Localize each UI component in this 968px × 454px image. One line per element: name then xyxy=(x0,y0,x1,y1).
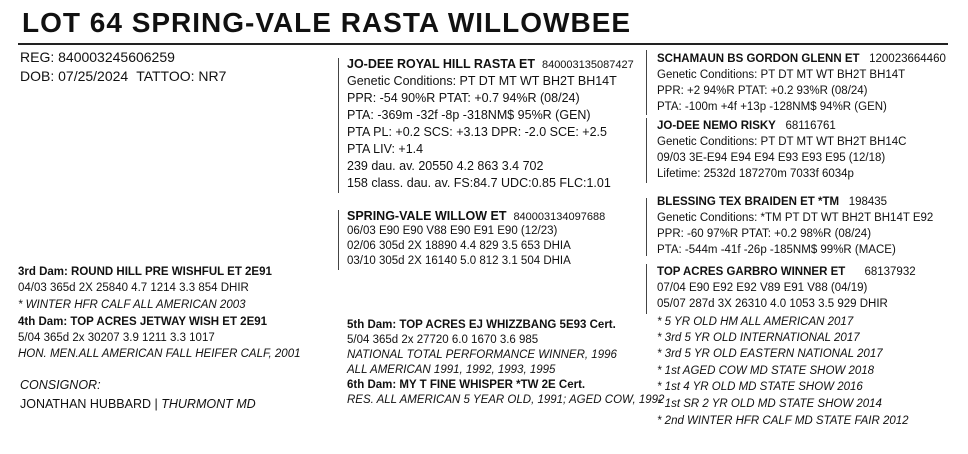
header-divider xyxy=(18,43,948,45)
sire-header xyxy=(347,56,634,74)
dam-dam-honor-6: * 1st SR 2 YR OLD MD STATE SHOW 2014 xyxy=(657,398,882,410)
dam-dam-name: TOP ACRES GARBRO WINNER ET xyxy=(657,266,846,278)
fifth-dam-record: 5/04 365d 2x 27720 6.0 1670 3.6 985 xyxy=(347,334,539,346)
sire-name: JO-DEE ROYAL HILL RASTA ET xyxy=(347,57,535,71)
reg-number: REG: 840003245606259 xyxy=(20,49,175,65)
dam-dam-honor-5: * 1st 4 YR OLD MD STATE SHOW 2016 xyxy=(657,381,863,393)
consignor-info xyxy=(20,396,256,413)
dam-sire-ppr: PPR: -60 97%R PTAT: +0.2 98%R (08/24) xyxy=(657,228,872,240)
sire-pta-liv: PTA LIV: +1.4 xyxy=(347,142,424,156)
consignor-separator: | xyxy=(151,397,162,411)
dam-record-1: 02/06 305d 2X 18890 4.4 829 3.5 653 DHIA xyxy=(347,240,571,252)
sire-dam-classification: 09/03 3E-E94 E94 E94 E93 E93 E95 (12/18) xyxy=(657,152,886,164)
sixth-dam-honor: RES. ALL AMERICAN 5 YEAR OLD, 1991; AGED COW, 1992 xyxy=(347,394,665,406)
tattoo: TATTOO: NR7 xyxy=(136,68,227,84)
sixth-dam-name: 6th Dam: MY T FINE WHISPER *TW 2E Cert. xyxy=(347,379,586,391)
dam-sire-name: BLESSING TEX BRAIDEN ET *TM xyxy=(657,196,840,208)
dob: DOB: 07/25/2024 xyxy=(20,68,129,84)
dam-sire-header xyxy=(657,195,887,210)
dam-sire-pta: PTA: -544m -41f -26p -185NM$ 99%R (MACE) xyxy=(657,244,896,256)
sire-sire-header xyxy=(657,52,946,67)
sire-pta-pl: PTA PL: +0.2 SCS: +3.13 DPR: -2.0 SCE: +2.5 xyxy=(347,125,607,139)
dam-dam-honor-4: * 1st AGED COW MD STATE SHOW 2018 xyxy=(657,365,875,377)
third-dam-name: 3rd Dam: ROUND HILL PRE WISHFUL ET 2E91 xyxy=(18,266,272,278)
sire-daughters: 239 dau. av. 20550 4.2 863 3.4 702 xyxy=(347,159,544,173)
sire-dam-genetics: Genetic Conditions: PT DT MT WT BH2T BH14C xyxy=(657,136,907,148)
sire-dam-reg: 68116761 xyxy=(785,120,836,132)
sire-dam-lifetime: Lifetime: 2532d 187270m 7033f 6034p xyxy=(657,168,854,180)
fifth-dam-honor-2: ALL AMERICAN 1991, 1992, 1993, 1995 xyxy=(347,364,556,376)
dam-record-2: 03/10 305d 2X 16140 5.0 812 3.1 504 DHIA xyxy=(347,255,571,267)
dam-sire-reg: 198435 xyxy=(848,196,888,208)
sire-classified: 158 class. dau. av. FS:84.7 UDC:0.85 FLC:1.01 xyxy=(347,176,611,190)
dam-dam-honor-1: * 5 YR OLD HM ALL AMERICAN 2017 xyxy=(657,316,854,328)
dam-dam-header xyxy=(657,265,916,280)
fifth-dam-honor-1: NATIONAL TOTAL PERFORMANCE WINNER, 1996 xyxy=(347,349,617,361)
fourth-dam-honor: HON. MEN.ALL AMERICAN FALL HEIFER CALF, 2001 xyxy=(18,348,301,360)
dam-dam-classification: 07/04 E90 E92 E92 V89 E91 V88 (04/19) xyxy=(657,282,868,294)
dam-name: SPRING-VALE WILLOW ET xyxy=(347,209,507,223)
sire-ppr: PPR: -54 90%R PTAT: +0.7 94%R (08/24) xyxy=(347,91,580,105)
consignor-name: JONATHAN HUBBARD xyxy=(20,397,152,411)
dam-sire-genetics: Genetic Conditions: *TM PT DT WT BH2T BH14T E92 xyxy=(657,212,934,224)
dam-dam-reg: 68137932 xyxy=(864,266,916,278)
dam-dam-record: 05/07 287d 3X 26310 4.0 1053 3.5 929 DHIR xyxy=(657,298,888,310)
dam-sire-bracket-line xyxy=(646,198,647,256)
sire-dam-header xyxy=(657,119,836,134)
dam-dam-honor-2: * 3rd 5 YR OLD INTERNATIONAL 2017 xyxy=(657,332,860,344)
sire-sire-genetics: Genetic Conditions: PT DT MT WT BH2T BH14T xyxy=(657,69,906,81)
sire-sire-bracket-line xyxy=(646,50,647,115)
third-dam-record: 04/03 365d 2X 25840 4.7 1214 3.3 854 DHIR xyxy=(18,282,249,294)
dam-dam-bracket-line xyxy=(646,264,647,314)
consignor-label: CONSIGNOR: xyxy=(20,378,101,392)
consignor-location: THURMONT MD xyxy=(161,397,256,411)
fourth-dam-record: 5/04 365d 2x 30207 3.9 1211 3.3 1017 xyxy=(18,332,215,344)
dam-reg: 840003134097688 xyxy=(513,211,606,223)
dam-dam-honor-3: * 3rd 5 YR OLD EASTERN NATIONAL 2017 xyxy=(657,348,883,360)
fifth-dam-name: 5th Dam: TOP ACRES EJ WHIZZBANG 5E93 Cert. xyxy=(347,319,616,331)
third-dam-honor: * WINTER HFR CALF ALL AMERICAN 2003 xyxy=(18,299,246,311)
sire-dam-bracket-line xyxy=(646,118,647,183)
sire-sire-name: SCHAMAUN BS GORDON GLENN ET xyxy=(657,53,860,65)
dam-dam-honor-7: * 2nd WINTER HFR CALF MD STATE FAIR 2012 xyxy=(657,415,909,427)
dam-classification: 06/03 E90 E90 V88 E90 E91 E90 (12/23) xyxy=(347,225,558,237)
sire-sire-ppr: PPR: +2 94%R PTAT: +0.2 93%R (08/24) xyxy=(657,85,868,97)
sire-pta: PTA: -369m -32f -8p -318NM$ 95%R (GEN) xyxy=(347,108,591,122)
sire-genetics: Genetic Conditions: PT DT MT WT BH2T BH14T xyxy=(347,74,617,88)
sire-bracket-line xyxy=(338,58,339,193)
sire-reg: 840003135087427 xyxy=(541,59,634,71)
sire-sire-reg: 120023664460 xyxy=(869,53,946,65)
lot-title: LOT 64 SPRING-VALE RASTA WILLOWBEE xyxy=(22,7,632,38)
dam-bracket-line xyxy=(338,210,339,270)
sire-dam-name: JO-DEE NEMO RISKY xyxy=(657,120,776,132)
dob-tattoo xyxy=(20,67,226,85)
sire-sire-pta: PTA: -100m +4f +13p -128NM$ 94%R (GEN) xyxy=(657,101,887,113)
fourth-dam-name: 4th Dam: TOP ACRES JETWAY WISH ET 2E91 xyxy=(18,316,268,328)
